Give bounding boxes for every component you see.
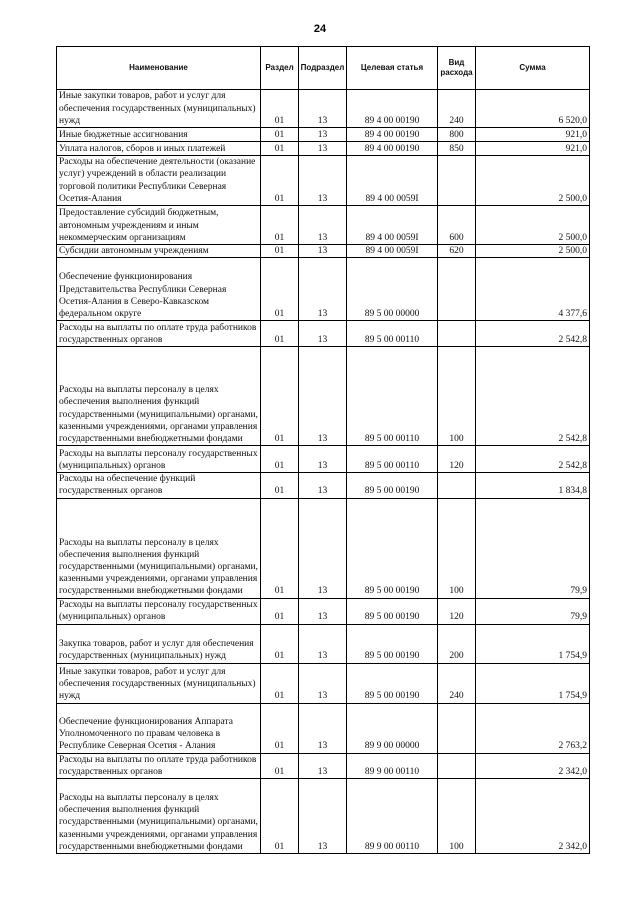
table-row <box>57 142 590 156</box>
cell-name: Расходы на выплаты по оплате труда работников государственных органов <box>57 753 261 778</box>
cell-sum: 79,9 <box>476 598 590 624</box>
cell-exp-type: 850 <box>438 142 476 156</box>
cell-exp-type <box>438 473 476 498</box>
cell-sum: 79,9 <box>476 498 590 598</box>
table-row <box>57 703 590 753</box>
cell-sum: 921,0 <box>476 128 590 142</box>
table-row <box>57 347 590 446</box>
cell-subsection: 13 <box>299 90 347 128</box>
table-row <box>57 245 590 258</box>
cell-sum: 2 342,0 <box>476 753 590 778</box>
cell-exp-type: 240 <box>438 663 476 703</box>
cell-name: Расходы на обеспечение деятельности (оказание услуг) учреждений в области реализации торговой политики Республики Северная Осетия-Алания <box>57 156 261 206</box>
cell-section: 01 <box>261 498 299 598</box>
table-row <box>57 624 590 663</box>
cell-name: Иные закупки товаров, работ и услуг для обеспечения государственных (муниципальных) нужд <box>57 663 261 703</box>
cell-section: 01 <box>261 663 299 703</box>
cell-subsection: 13 <box>299 156 347 206</box>
cell-exp-type: 100 <box>438 347 476 446</box>
cell-name: Расходы на выплаты персоналу государственных (муниципальных) органов <box>57 446 261 473</box>
cell-name: Расходы на выплаты персоналу в целях обеспечения выполнения функций государственными (муниципальными) органами, казенными учреждениями, органами управления государственными внебюджетными фондами <box>57 347 261 446</box>
cell-subsection: 13 <box>299 245 347 258</box>
header-sum: Сумма <box>476 47 590 90</box>
cell-section: 01 <box>261 128 299 142</box>
cell-name: Иные закупки товаров, работ и услуг для обеспечения государственных (муниципальных) нужд <box>57 90 261 128</box>
cell-exp-type: 120 <box>438 446 476 473</box>
cell-name: Уплата налогов, сборов и иных платежей <box>57 142 261 156</box>
cell-sum: 2 542,8 <box>476 347 590 446</box>
cell-target: 89 9 00 00000 <box>347 703 438 753</box>
cell-target: 89 4 00 0059I <box>347 245 438 258</box>
cell-target: 89 9 00 00110 <box>347 753 438 778</box>
cell-subsection: 13 <box>299 128 347 142</box>
cell-exp-type <box>438 703 476 753</box>
cell-name: Субсидии автономным учреждениям <box>57 245 261 258</box>
cell-subsection: 13 <box>299 347 347 446</box>
cell-exp-type: 100 <box>438 779 476 854</box>
cell-subsection: 13 <box>299 142 347 156</box>
table-row <box>57 156 590 206</box>
cell-target: 89 5 00 00110 <box>347 446 438 473</box>
cell-name: Обеспечение функционирования Представительства Республики Северная Осетия-Алания в Северо-Кавказском федеральном округе <box>57 258 261 321</box>
cell-section: 01 <box>261 321 299 347</box>
cell-section: 01 <box>261 753 299 778</box>
cell-target: 89 5 00 00110 <box>347 321 438 347</box>
cell-subsection: 13 <box>299 624 347 663</box>
cell-section: 01 <box>261 779 299 854</box>
cell-exp-type: 100 <box>438 498 476 598</box>
cell-exp-type <box>438 321 476 347</box>
cell-subsection: 13 <box>299 258 347 321</box>
cell-section: 01 <box>261 245 299 258</box>
cell-target: 89 9 00 00110 <box>347 779 438 854</box>
header-name: Наименование <box>57 47 261 90</box>
cell-name: Иные бюджетные ассигнования <box>57 128 261 142</box>
table-row <box>57 321 590 347</box>
cell-name: Закупка товаров, работ и услуг для обеспечения государственных (муниципальных) нужд <box>57 624 261 663</box>
cell-subsection: 13 <box>299 779 347 854</box>
cell-subsection: 13 <box>299 473 347 498</box>
cell-exp-type: 120 <box>438 598 476 624</box>
header-section: Раздел <box>261 47 299 90</box>
cell-section: 01 <box>261 90 299 128</box>
cell-exp-type: 620 <box>438 245 476 258</box>
cell-section: 01 <box>261 473 299 498</box>
cell-exp-type: 200 <box>438 624 476 663</box>
cell-subsection: 13 <box>299 498 347 598</box>
header-target: Целевая статья <box>347 47 438 90</box>
cell-sum: 2 542,8 <box>476 321 590 347</box>
cell-subsection: 13 <box>299 598 347 624</box>
cell-target: 89 5 00 00000 <box>347 258 438 321</box>
cell-sum: 2 500,0 <box>476 156 590 206</box>
cell-exp-type: 600 <box>438 206 476 245</box>
cell-subsection: 13 <box>299 663 347 703</box>
cell-section: 01 <box>261 142 299 156</box>
cell-section: 01 <box>261 156 299 206</box>
cell-target: 89 4 00 00190 <box>347 90 438 128</box>
cell-target: 89 5 00 00190 <box>347 598 438 624</box>
cell-sum: 1 834,8 <box>476 473 590 498</box>
cell-section: 01 <box>261 598 299 624</box>
cell-sum: 6 520,0 <box>476 90 590 128</box>
cell-sum: 1 754,9 <box>476 624 590 663</box>
header-exp-type: Вид расхода <box>438 47 476 90</box>
cell-name: Предоставление субсидий бюджетным, автономным учреждениям и иным некоммерческим организациям <box>57 206 261 245</box>
table-header-row <box>57 47 590 90</box>
cell-name: Расходы на выплаты персоналу в целях обеспечения выполнения функций государственными (муниципальными) органами, казенными учреждениями, органами управления государственными внебюджетными фондами <box>57 779 261 854</box>
cell-section: 01 <box>261 347 299 446</box>
cell-name: Расходы на выплаты персоналу государственных (муниципальных) органов <box>57 598 261 624</box>
cell-target: 89 5 00 00110 <box>347 347 438 446</box>
cell-sum: 2 542,8 <box>476 446 590 473</box>
cell-sum: 2 763,2 <box>476 703 590 753</box>
cell-target: 89 5 00 00190 <box>347 624 438 663</box>
page-number: 24 <box>313 23 327 35</box>
cell-subsection: 13 <box>299 321 347 347</box>
table-row <box>57 473 590 498</box>
cell-exp-type <box>438 156 476 206</box>
table-row <box>57 206 590 245</box>
table-row <box>57 598 590 624</box>
cell-section: 01 <box>261 206 299 245</box>
cell-section: 01 <box>261 624 299 663</box>
cell-subsection: 13 <box>299 753 347 778</box>
table-row <box>57 663 590 703</box>
cell-sum: 2 342,0 <box>476 779 590 854</box>
cell-name: Расходы на обеспечение функций государственных органов <box>57 473 261 498</box>
cell-target: 89 4 00 0059I <box>347 156 438 206</box>
cell-sum: 2 500,0 <box>476 206 590 245</box>
cell-exp-type: 800 <box>438 128 476 142</box>
cell-exp-type <box>438 753 476 778</box>
cell-sum: 1 754,9 <box>476 663 590 703</box>
cell-target: 89 4 00 00190 <box>347 142 438 156</box>
table-row <box>57 128 590 142</box>
cell-subsection: 13 <box>299 206 347 245</box>
cell-sum: 921,0 <box>476 142 590 156</box>
cell-target: 89 5 00 00190 <box>347 498 438 598</box>
table-row <box>57 258 590 321</box>
header-subsection: Подраздел <box>299 47 347 90</box>
table-row <box>57 446 590 473</box>
cell-name: Обеспечение функционирования Аппарата Уполномоченного по правам человека в Республике Северная Осетия - Алания <box>57 703 261 753</box>
cell-target: 89 4 00 00190 <box>347 128 438 142</box>
cell-section: 01 <box>261 703 299 753</box>
cell-target: 89 5 00 00190 <box>347 473 438 498</box>
table-row <box>57 90 590 128</box>
cell-target: 89 4 00 0059I <box>347 206 438 245</box>
cell-sum: 2 500,0 <box>476 245 590 258</box>
table-row <box>57 753 590 778</box>
budget-table <box>56 46 590 854</box>
cell-exp-type: 240 <box>438 90 476 128</box>
cell-exp-type <box>438 258 476 321</box>
cell-section: 01 <box>261 258 299 321</box>
cell-target: 89 5 00 00190 <box>347 663 438 703</box>
cell-name: Расходы на выплаты персоналу в целях обеспечения выполнения функций государственными (муниципальными) органами, казенными учреждениями, органами управления государственными внебюджетными фондами <box>57 498 261 598</box>
cell-name: Расходы на выплаты по оплате труда работников государственных органов <box>57 321 261 347</box>
cell-section: 01 <box>261 446 299 473</box>
cell-subsection: 13 <box>299 703 347 753</box>
table-row <box>57 779 590 854</box>
cell-subsection: 13 <box>299 446 347 473</box>
cell-sum: 4 377,6 <box>476 258 590 321</box>
table-row <box>57 498 590 598</box>
